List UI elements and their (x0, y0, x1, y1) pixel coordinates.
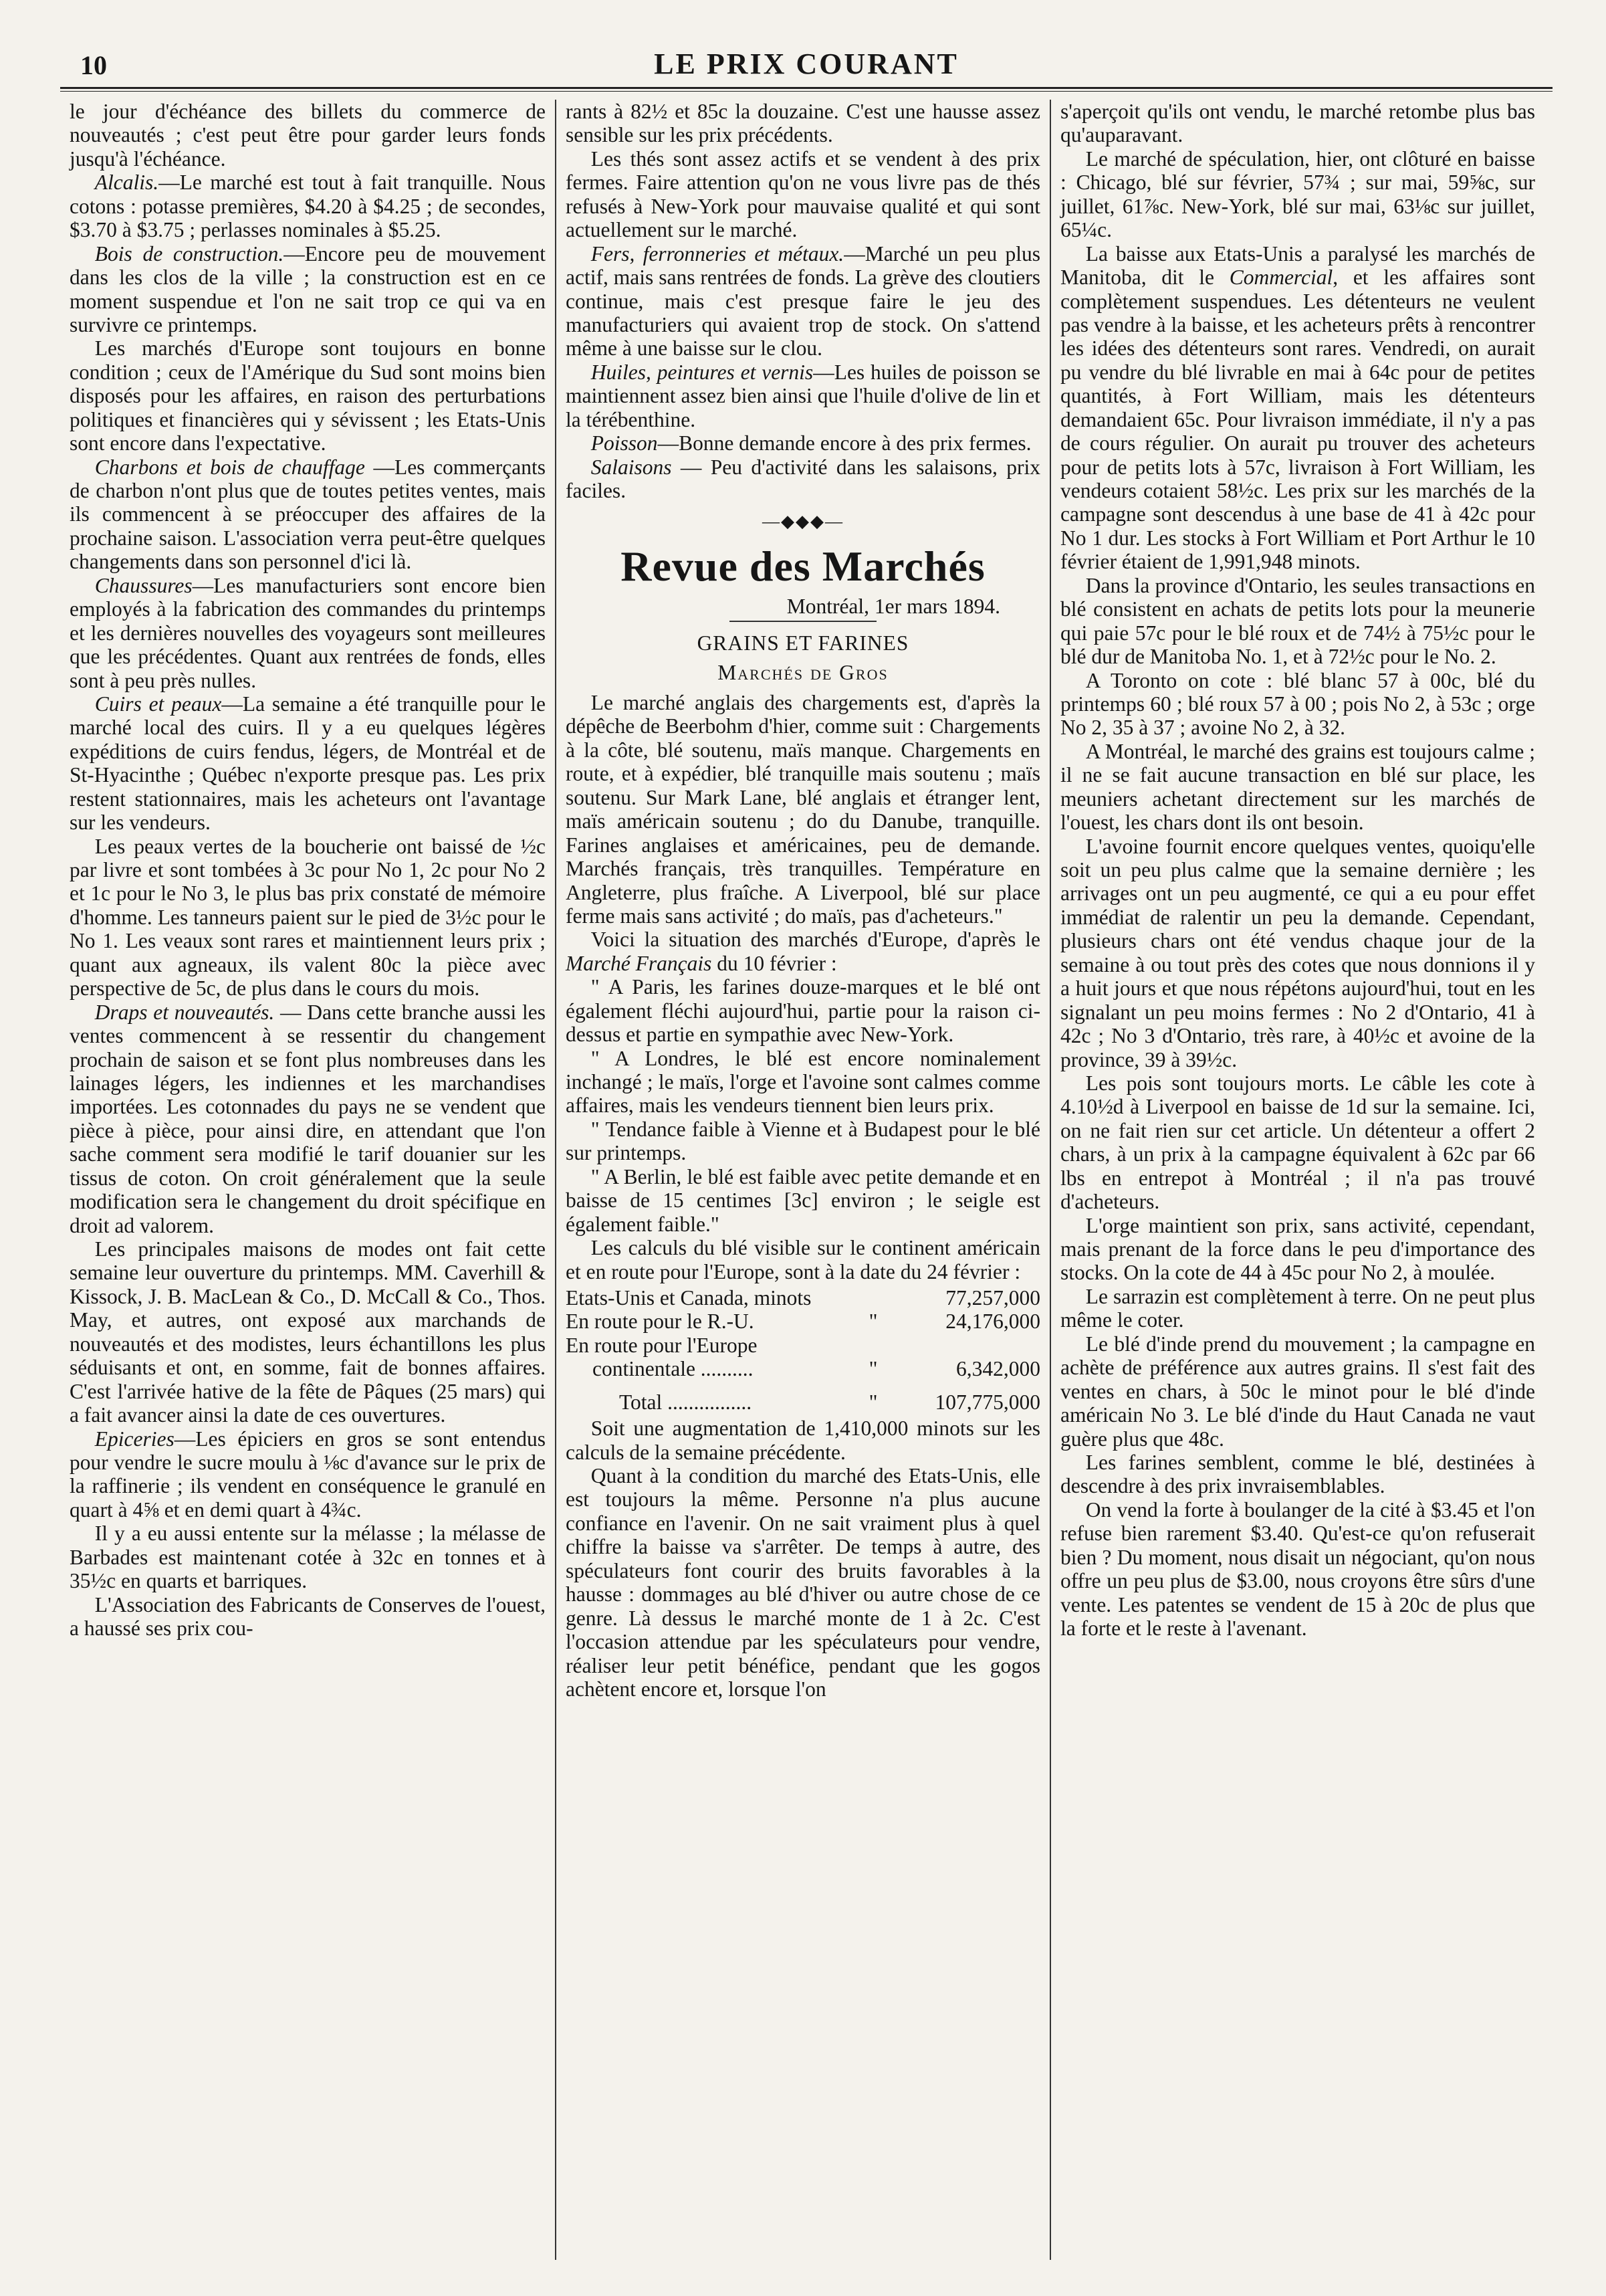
column-2 (555, 100, 1050, 2260)
table-cell-ditto: " (869, 1390, 878, 1414)
paragraph-fers (566, 242, 1040, 360)
paragraph: rants à 82½ et 85c la douzaine. C'est une hausse assez sensible sur les prix précédents. (566, 100, 1040, 147)
page-header (60, 40, 1553, 87)
table-row (566, 1286, 1040, 1310)
paragraph (1060, 242, 1535, 574)
paragraph-text: , et les affaires sont complètement suspendues. Les détenteurs ne veulent pas vendre à la baisse, et les acheteurs prêts à rencontrer les idées des détenteurs sont rares. Vendredi, on aurait pu vendre du blé livrable en mai à 64c pour de petites quantités, à Fort William, mais les détenteurs demandaient 65c. Pour livraison immédiate, il n'y a pas de cours régulier. On aurait pu trouver des acheteurs pour de petits lots à 57c, livraison à Fort William, les vendeurs cotaient 58½c. Les prix sur les marchés de la campagne sont descendus à une base de 41 à 42c pour No 1 dur. Les stocks à Fort William et Port Arthur le 10 février étaient de 1,991,948 minots. (1060, 266, 1535, 574)
paragraph: Les farines semblent, comme le blé, destinées à descendre à des prix invraisemblables. (1060, 1450, 1535, 1498)
paragraph: Soit une augmentation de 1,410,000 minots sur les calculs de la semaine précédente. (566, 1417, 1040, 1464)
table-row (566, 1334, 1040, 1357)
paragraph: Les thés sont assez actifs et se vendent à des prix fermes. Faire attention qu'on ne vous livre pas de thés refusés à New-York pour mauvaise qualité et qui sont actuellement sur le marché. (566, 146, 1040, 242)
paragraph: Quant à la condition du marché des Etats-Unis, elle est toujours la même. Personne n'a plus aucune confiance en l'avenir. On ne sait vraiment plus à quel chiffre la baisse va s'arrêter. De temps à autre, des spéculateurs font courir des bruits favorables à la hausse : dommages au blé d'hiver ou autre chose de ce genre. Là dessus le marché monte de 1 à 2c. C'est l'occasion attendue par les spéculateurs pour vendre, réaliser leur petit bénéfice, pendant que les gogos achètent encore et, lorsque l'on (566, 1464, 1040, 1701)
paragraph-draps (70, 1001, 546, 1237)
paragraph-text: La baisse aux Etats-Unis a paralysé les marchés de Manitoba, dit le (1060, 241, 1535, 290)
page-number: 10 (80, 50, 107, 80)
paragraph: Les peaux vertes de la boucherie ont baissé de ½c par livre et sont tombées à 3c pour No 1, 2c pour No 2 et 1c pour le No 3, le plus bas prix constaté de mémoire d'homme. Les tanneurs paient sur le pied de 3½c pour le No 1. Les veaux sont rares et maintiennent leurs prix ; quant aux agneaux, ils valent 80c la pièce avec perspective de 5c, de plus dans le cours du mois. (70, 834, 546, 1001)
table-cell-value (893, 1334, 1040, 1357)
paragraph: Le sarrazin est complètement à terre. On ne peut plus même le coter. (1060, 1284, 1535, 1332)
paragraph-text: —Les manufacturiers sont encore bien employés à la fabrication des commandes du printemps et les dernières nouvelles des voyageurs sont meilleures que les précédentes. Quant aux rentrées de fonds, elles sont à peu près nulles. (70, 573, 546, 692)
dateline: Montréal, 1er mars 1894. (786, 594, 1000, 618)
section-title: Revue des Marchés (620, 542, 986, 590)
column-3 (1050, 100, 1544, 2260)
paragraph: On vend la forte à boulanger de la cité à $3.45 et l'on refuse bien rarement $3.40. Qu'est-ce qu'on refuserait bien ? Du moment, nous disait un négociant, qu'on nous offre un peu plus de $3.00, nous croyons être sûrs d'une vente. Les patentes se vendent de 15 à 20c de plus que la forte et le reste à l'avenant. (1060, 1497, 1535, 1640)
table-cell-value: 24,176,000 (945, 1310, 1040, 1334)
paragraph: Le marché anglais des chargements est, d'après la dépêche de Beerbohm d'hier, comme suit : Chargements à la côte, blé soutenu, maïs manque. Chargements en route, et à expédier, blé tranquille mais soutenu ; maïs soutenu. Sur Mark Lane, blé anglais et étranger lent, maïs américain soutenu ; do du Danube, tranquille. Farines anglaises et américaines, peu de demande. Marchés français, très tranquilles. Température en Angleterre, plus fraîche. A Liverpool, blé sur place ferme mais sans activité ; do maïs, pas d'acheteurs." (566, 691, 1040, 928)
table-cell-ditto (853, 1334, 893, 1357)
table-cell-label: En route pour le R.-U. (566, 1310, 754, 1334)
table-cell-label: En route pour l'Europe (566, 1333, 758, 1357)
subheading-small: Marchés de Gros (717, 660, 889, 684)
ornament-divider: —◆◆◆— (762, 512, 844, 532)
paragraph: Les pois sont toujours morts. Le câble les cote à 4.10½d à Liverpool en baisse de 1d sur la semaine. Ici, on ne fait rien sur cet article. Un détenteur a offert 2 chars, à un prix à la campagne équivalent à 62c par 66 lbs en entrepot à Montréal ; il n'a pas trouvé d'acheteurs. (1060, 1071, 1535, 1214)
paragraph-poisson (566, 431, 1040, 455)
paragraph: Les principales maisons de modes ont fait cette semaine leur ouverture du printemps. MM. Caverhill & Kissock, J. B. MacLean & Co., D. McCall & Co., Thos. May, et autres, ont exposé aux marchands de nouveautés et des modistes, leurs échantillons les plus séduisants et ont, en somme, fait de bonnes affaires. C'est l'arrivée hative de la fête de Pâques (25 mars) qui a fait avancer ainsi la date de ces ouvertures. (70, 1237, 546, 1427)
paragraph-text: — Peu d'activité dans les salaisons, prix faciles. (566, 455, 1040, 502)
paragraph: L'avoine fournit encore quelques ventes, quoiqu'elle soit un peu plus calme que la semaine dernière ; les arrivages ont un peu augmenté, ce qui a eu pour effet immédiat de ralentir un peu la demande. Cependant, plusieurs chars ont été vendus chaque jour de la semaine à ou tout près des cotes que nous donnions il y a huit jours et que nous répétons aujourd'hui, tout en les signalant un peu moins fermes : No 2 d'Ontario, 41 à 42c ; No 3 d'Ontario, très rare, à 40½c et avoine de la province, 39 à 39½c. (1060, 834, 1535, 1071)
paragraph-text: —Les huiles de poisson se maintiennent assez bien ainsi que l'huile d'olive de lin et la térébenthine. (566, 360, 1040, 431)
paragraph: " A Paris, les farines douze-marques et le blé ont également fléchi aujourd'hui, partie pour la raison ci-dessus et partie en sympathie avec New-York. (566, 975, 1040, 1047)
paragraph: " Tendance faible à Vienne et à Budapest pour le blé sur printemps. (566, 1117, 1040, 1165)
paragraph-text: du 10 février : (711, 951, 837, 975)
paragraph: Il y a eu aussi entente sur la mélasse ; la mélasse de Barbades est maintenant cotée à 32c en tonnes et à 35½c en quarts et barriques. (70, 1522, 546, 1593)
paragraph-text: Voici la situation des marchés d'Europe, d'après le (590, 928, 1040, 952)
paragraph-text: —Les épiciers en gros se sont entendus pour vendre le sucre moulu à ⅛c d'avance sur le prix de la raffinerie ; ils vendent en conséquence le granulé en quart à 4⅝ et en demi quart à 4¾c. (70, 1427, 546, 1522)
rubric-label: Chaussures (94, 573, 193, 597)
table-cell-ditto: " (869, 1310, 878, 1334)
table-row (566, 1357, 1040, 1380)
rubric-label: Charbons et bois de chauffage (94, 455, 365, 479)
paragraph-text: —Bonne demande encore à des prix fermes. (657, 431, 1032, 455)
paragraph: A Toronto on cote : blé blanc 57 à 00c, blé du printemps 60 ; blé roux 57 à 00 ; pois No 2, à 53c ; orge No 2, 35 à 37 ; avoine No 2, à 32. (1060, 668, 1535, 740)
paragraph-chaussures (70, 574, 546, 692)
table-cell-value: 77,257,000 (945, 1285, 1040, 1310)
rubric-label: Epiceries (94, 1427, 175, 1451)
rubric-label: Alcalis. (94, 171, 159, 195)
paragraph-huiles (566, 360, 1040, 431)
rubric-label: Fers, ferronneries et métaux. (590, 241, 844, 266)
paragraph-charbons (70, 455, 546, 574)
paragraph-cuirs (70, 692, 546, 835)
paragraph: s'aperçoit qu'ils ont vendu, le marché retombe plus bas qu'auparavant. (1060, 100, 1535, 147)
masthead-title: LE PRIX COURANT (654, 47, 959, 80)
paragraph: " A Londres, le blé est encore nominalement inchangé ; le maïs, l'orge et l'avoine sont calmes comme affaires, mais les vendeurs tiennent bien leurs prix. (566, 1046, 1040, 1118)
paragraph-text: —Marché un peu plus actif, mais sans rentrées de fonds. La grève des cloutiers continue, mais c'est presque faire le jeu des manufacturiers qui avaient trop de stock. On s'attend même à une baisse sur le clou. (566, 241, 1041, 360)
paragraph: Dans la province d'Ontario, les seules transactions en blé consistent en achats de petits lots pour la meunerie qui paie 57c pour le blé roux et de 74½ à 75½c pour le blé dur de Manitoba No. 1, et à 72½c pour le No. 2. (1060, 573, 1535, 669)
table-row (566, 1310, 1040, 1333)
paragraph: Le blé d'inde prend du mouvement ; la campagne en achète de préférence aux autres grains. Il s'est fait des ventes en chars, à 50c le minot pour le blé d'inde américain No 3. Le blé d'inde du Haut Canada ne vaut guère plus que 48c. (1060, 1332, 1535, 1451)
paragraph-salaisons (566, 455, 1040, 503)
rubric-label: Bois de construction. (94, 241, 284, 266)
paragraph: A Montréal, le marché des grains est toujours calme ; il ne se fait aucune transaction en blé sur place, les meuniers achetant directement sur les marchés de l'ouest, les chars dont ils ont besoin. (1060, 739, 1535, 835)
table-cell-label: Etats-Unis et Canada, minots (566, 1285, 812, 1310)
paragraph: L'orge maintient son prix, sans activité, cependant, mais prenant de la force dans le peu d'importance des stocks. On la cote de 44 à 45c pour No 2, à moulée. (1060, 1213, 1535, 1285)
table-cell-label: continentale .......... (592, 1357, 754, 1381)
publication-name: Commercial (1229, 266, 1333, 290)
rubric-label: Poisson (590, 431, 658, 455)
subheading: GRAINS ET FARINES (697, 631, 909, 655)
table-row-total (566, 1381, 1040, 1414)
rubric-label: Draps et nouveautés. (94, 1000, 275, 1024)
paragraph-text: —Le marché est tout à fait tranquille. Nous cotons : potasse premières, $4.20 à $4.25 ; de secondes, $3.70 à $3.75 ; perlasses nominales à $5.25. (70, 171, 546, 242)
rubric-label: Cuirs et peaux (94, 692, 222, 716)
paragraph: Les marchés d'Europe sont toujours en bonne condition ; ceux de l'Amérique du Sud sont moins bien disposés pour les affaires, en raison des perturbations politiques et financières qui y sévissent ; les Etats-Unis sont encore dans l'expectative. (70, 336, 546, 455)
table-cell-label: Total ................ (619, 1390, 752, 1414)
columns (60, 100, 1553, 2260)
paragraph-bois (70, 242, 546, 337)
paragraph-text: —Encore peu de mouvement dans les clos de la ville ; la construction est en ce moment suspendue et l'on ne sait trop ce qui va en survivre ce printemps. (70, 241, 546, 336)
publication-name: Marché Français (566, 951, 712, 975)
paragraph-text: —Les commerçants de charbon n'ont plus que de toutes petites ventes, mais ils commencent à se préoccuper des affaires de la prochaine saison. L'association verra peut-être quelques changements dans son personnel d'ici là. (70, 455, 546, 574)
rubric-label: Salaisons (590, 455, 672, 479)
table-cell-value: 107,775,000 (935, 1390, 1040, 1414)
paragraph-epiceries (70, 1427, 546, 1522)
paragraph-alcalis (70, 171, 546, 241)
paragraph: Le marché de spéculation, hier, ont clôturé en baisse : Chicago, blé sur février, 57¾ ; sur mai, 59⅝c, sur juillet, 61⅞c. New-York, blé sur mai, 63⅛c sur juillet, 65¼c. (1060, 146, 1535, 242)
paragraph-text: —La semaine a été tranquille pour le marché local des cuirs. Il y a eu quelques légères expéditions de cuirs fendus, légers, de Montréal et de St-Hyacinthe ; Québec n'exporte presque pas. Les prix restent stationnaires, mais les acheteurs ont l'avantage sur les vendeurs. (70, 692, 546, 835)
wheat-stats-table (566, 1286, 1040, 1414)
header-rule (60, 87, 1553, 92)
table-cell-ditto: " (869, 1357, 878, 1381)
paragraph (566, 928, 1040, 975)
short-rule (729, 621, 877, 622)
paragraph: " A Berlin, le blé est faible avec petite demande et en baisse de 15 centimes [3c] environ ; le seigle est également faible." (566, 1164, 1040, 1236)
paragraph-text: — Dans cette branche aussi les ventes commencent à se ressentir du changement prochain de saison et se font plus nombreuses dans les lainages légers, les indiennes et les marchandises importées. Les cotonnades du pays ne se vendent que pièce à pièce, pour ainsi dire, en attendant que l'on sache comment sera modifié le tarif douanier sur les tissus de coton. On croit généralement que la seule modification sera le changement du droit spécifique en droit ad valorem. (70, 1000, 546, 1237)
paragraph: le jour d'échéance des billets du commerce de nouveautés ; c'est peut être pour garder leurs fonds jusqu'à l'échéance. (70, 100, 546, 171)
paragraph: Les calculs du blé visible sur le continent américain et en route pour l'Europe, sont à la date du 24 février : (566, 1236, 1040, 1283)
table-cell-value: 6,342,000 (956, 1357, 1040, 1381)
rubric-label: Huiles, peintures et vernis (590, 360, 814, 384)
table-cell-ditto (853, 1286, 893, 1310)
paragraph: L'Association des Fabricants de Conserves de l'ouest, a haussé ses prix cou- (70, 1592, 546, 1640)
column-1 (60, 100, 555, 2260)
